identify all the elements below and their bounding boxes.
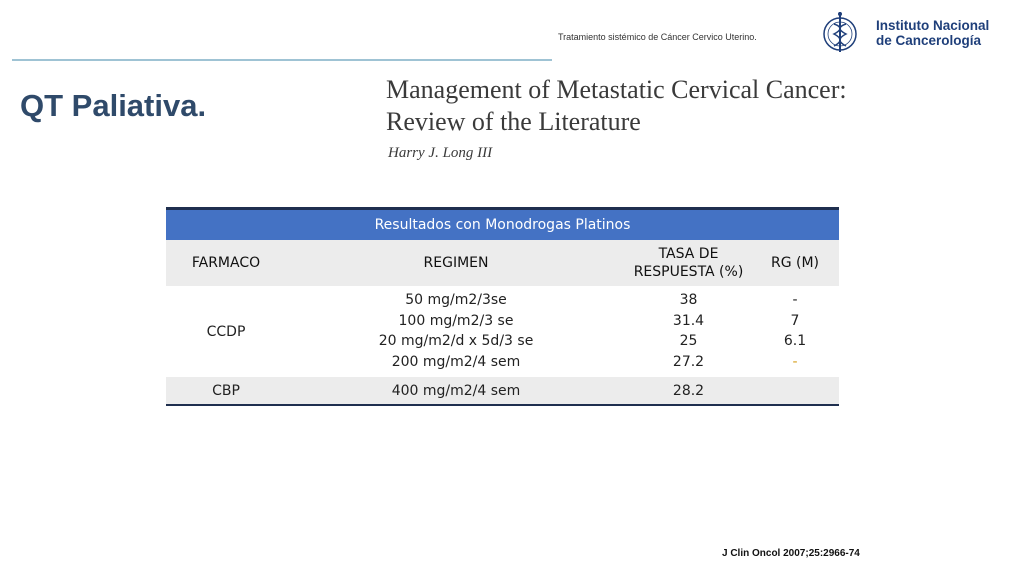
regimen-line: 20 mg/m2/d x 5d/3 se: [378, 333, 534, 349]
paper-title-line-2: Review of the Literature: [386, 107, 641, 136]
paper-author: Harry J. Long III: [388, 145, 493, 161]
slide-title: QT Paliativa.: [20, 88, 207, 123]
header-rg: RG (M): [751, 240, 839, 286]
cell-farmaco: CBP: [166, 377, 286, 405]
cell-tasa: 28.2: [626, 377, 751, 405]
header-tasa: [626, 240, 751, 286]
header-tasa-line-2: RESPUESTA (%): [633, 264, 744, 280]
regimen-line: 100 mg/m2/3 se: [398, 312, 514, 329]
results-table: [166, 207, 839, 406]
regimen-line: 200 mg/m2/4 sem: [391, 353, 521, 370]
cell-rg: [751, 286, 839, 377]
cell-regimen: [286, 286, 626, 377]
header-regimen: REGIMEN: [286, 240, 626, 286]
citation: J Clin Oncol 2007;25:2966-74: [722, 548, 860, 559]
header-divider: [12, 59, 552, 61]
cell-rg: [751, 377, 839, 405]
table-caption-row: [166, 209, 839, 241]
rg-value: -: [792, 353, 798, 370]
caduceus-seal-icon: [820, 10, 860, 54]
table-row: [166, 286, 839, 377]
table-row: [166, 377, 839, 405]
tasa-value: 38: [679, 292, 698, 308]
rg-value: 6.1: [783, 333, 807, 349]
logo-line-1: Instituto Nacional: [876, 18, 990, 33]
cell-tasa: [626, 286, 751, 377]
table-caption: Resultados con Monodrogas Platinos: [166, 209, 839, 241]
table-header-row: [166, 240, 839, 286]
tasa-value: 25: [679, 333, 698, 349]
logo-text: [876, 18, 989, 48]
paper-title: [386, 74, 847, 138]
rg-value: 7: [790, 312, 800, 329]
header-tasa-line-1: TASA DE: [658, 246, 719, 262]
tasa-value: 27.2: [672, 353, 705, 370]
regimen-line: 50 mg/m2/3se: [405, 292, 507, 308]
tasa-value: 31.4: [672, 312, 705, 329]
rg-value: -: [792, 292, 798, 308]
cell-regimen: 400 mg/m2/4 sem: [286, 377, 626, 405]
institution-logo: [820, 10, 1010, 60]
paper-title-line-1: Management of Metastatic Cervical Cancer:: [386, 75, 847, 104]
logo-line-2: de Cancerología: [876, 33, 982, 48]
cell-farmaco: CCDP: [166, 286, 286, 377]
header-subtitle: Tratamiento sistémico de Cáncer Cervico Uterino.: [558, 32, 757, 42]
header-farmaco: FARMACO: [166, 240, 286, 286]
